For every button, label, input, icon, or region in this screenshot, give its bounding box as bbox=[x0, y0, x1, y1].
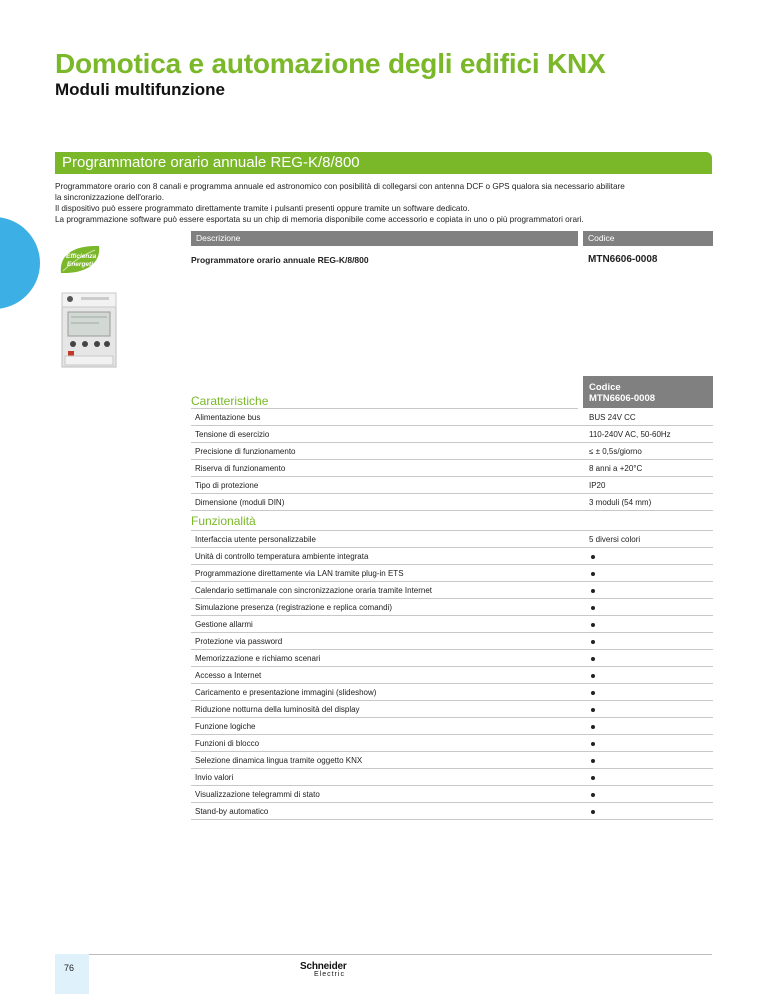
row-label: Accesso a Internet bbox=[195, 671, 262, 680]
table-row bbox=[191, 477, 713, 494]
intro-line: Il dispositivo può essere programmato direttamente tramite i pulsanti presenti oppure tramite un software dedicato. bbox=[55, 204, 470, 213]
row-label: Calendario settimanale con sincronizzazione oraria tramite Internet bbox=[195, 586, 433, 595]
bullet-icon bbox=[591, 776, 595, 780]
product-name: Programmatore orario annuale REG-K/8/800 bbox=[191, 255, 369, 265]
row-label: Memorizzazione e richiamo scenari bbox=[195, 654, 321, 663]
table-row bbox=[191, 684, 713, 701]
row-label: Simulazione presenza (registrazione e replica comandi) bbox=[195, 603, 392, 612]
bullet-icon bbox=[591, 708, 595, 712]
table-row bbox=[191, 667, 713, 684]
col-header-description: Descrizione bbox=[191, 231, 578, 246]
table-row bbox=[191, 565, 713, 582]
row-label: Caricamento e presentazione immagini (slideshow) bbox=[195, 688, 377, 697]
table-row bbox=[191, 443, 713, 460]
table-row bbox=[191, 616, 713, 633]
page-number-box bbox=[55, 954, 89, 994]
energy-efficiency-badge-icon bbox=[57, 243, 103, 277]
bullet-icon bbox=[591, 691, 595, 695]
row-label: Riserva di funzionamento bbox=[195, 464, 286, 473]
table-row bbox=[191, 718, 713, 735]
table-row bbox=[191, 409, 713, 426]
table-row bbox=[191, 531, 713, 548]
table-row bbox=[191, 803, 713, 820]
characteristics-heading: Caratteristiche bbox=[191, 394, 269, 408]
badge-line2: Energetica bbox=[67, 261, 101, 268]
bullet-icon bbox=[591, 725, 595, 729]
page-subtitle: Moduli multifunzione bbox=[55, 80, 225, 99]
table-row bbox=[191, 769, 713, 786]
badge-line1: Efficienza bbox=[66, 253, 97, 260]
row-value: 3 moduli (54 mm) bbox=[589, 498, 652, 507]
row-value: 8 anni a +20°C bbox=[589, 464, 643, 473]
row-value: IP20 bbox=[589, 481, 606, 490]
row-label: Interfaccia utente personalizzabile bbox=[195, 535, 316, 544]
table-row bbox=[191, 599, 713, 616]
col-header-code: Codice bbox=[583, 231, 713, 246]
bullet-icon bbox=[591, 759, 595, 763]
row-label: Funzioni di blocco bbox=[195, 739, 260, 748]
row-label: Stand-by automatico bbox=[195, 807, 269, 816]
side-tab-marker bbox=[0, 217, 40, 309]
row-label: Tipo di protezione bbox=[195, 481, 259, 490]
characteristics-code-header bbox=[583, 376, 713, 408]
section-title: Programmatore orario annuale REG-K/8/800 bbox=[62, 154, 360, 171]
product-image bbox=[59, 290, 119, 370]
brand-name: Schneider bbox=[300, 961, 347, 972]
row-label: Visualizzazione telegrammi di stato bbox=[195, 790, 320, 799]
row-label: Alimentazione bus bbox=[195, 413, 261, 422]
page-title: Domotica e automazione degli edifici KNX bbox=[55, 48, 606, 79]
schneider-logo bbox=[300, 961, 370, 987]
footer-rule bbox=[55, 954, 712, 955]
bullet-icon bbox=[591, 674, 595, 678]
row-label: Precisione di funzionamento bbox=[195, 447, 296, 456]
table-row bbox=[191, 494, 713, 511]
row-label: Dimensione (moduli DIN) bbox=[195, 498, 285, 507]
table-row bbox=[191, 460, 713, 477]
intro-line: Programmatore orario con 8 canali e programma annuale ed astronomico con posibilità di collegarsi con antenna DCF o GPS qualora sia necessario abilitare bbox=[55, 182, 625, 191]
functions-heading: Funzionalità bbox=[191, 514, 256, 528]
bullet-icon bbox=[591, 623, 595, 627]
code-header-label: Codice bbox=[589, 382, 621, 393]
bullet-icon bbox=[591, 589, 595, 593]
table-row bbox=[191, 701, 713, 718]
table-row bbox=[191, 650, 713, 667]
bullet-icon bbox=[591, 810, 595, 814]
intro-line: La programmazione software può essere esportata su un chip di memoria disponibile come accessorio e copiata in uno o più programmatori orari. bbox=[55, 215, 584, 224]
table-row bbox=[191, 633, 713, 650]
bullet-icon bbox=[591, 742, 595, 746]
row-value: 5 diversi colori bbox=[589, 535, 641, 544]
code-header-value: MTN6606-0008 bbox=[589, 393, 656, 404]
row-value: BUS 24V CC bbox=[589, 413, 636, 422]
bullet-icon bbox=[591, 793, 595, 797]
row-label: Funzione logiche bbox=[195, 722, 256, 731]
product-code: MTN6606-0008 bbox=[588, 254, 658, 265]
intro-line: la sincronizzazione dell'orario. bbox=[55, 193, 164, 202]
bullet-icon bbox=[591, 572, 595, 576]
page-number: 76 bbox=[64, 963, 75, 973]
table-row bbox=[191, 752, 713, 769]
row-value: ≤ ± 0,5s/giorno bbox=[589, 447, 642, 456]
row-label: Invio valori bbox=[195, 773, 234, 782]
row-value: 110-240V AC, 50-60Hz bbox=[589, 430, 671, 439]
table-row bbox=[191, 548, 713, 565]
row-label: Protezione via password bbox=[195, 637, 283, 646]
row-label: Programmazione direttamente via LAN tramite plug-in ETS bbox=[195, 569, 404, 578]
row-label: Gestione allarmi bbox=[195, 620, 253, 629]
table-row bbox=[191, 582, 713, 599]
row-label: Riduzione notturna della luminosità del display bbox=[195, 705, 360, 714]
bullet-icon bbox=[591, 606, 595, 610]
row-label: Selezione dinamica lingua tramite oggetto KNX bbox=[195, 756, 363, 765]
table-row bbox=[191, 786, 713, 803]
table-row bbox=[191, 426, 713, 443]
bullet-icon bbox=[591, 657, 595, 661]
table-row bbox=[191, 735, 713, 752]
bullet-icon bbox=[591, 640, 595, 644]
row-label: Unità di controllo temperatura ambiente integrata bbox=[195, 552, 369, 561]
intro-text bbox=[55, 181, 715, 225]
brand-sub: Electric bbox=[314, 971, 345, 978]
row-label: Tensione di esercizio bbox=[195, 430, 270, 439]
bullet-icon bbox=[591, 555, 595, 559]
